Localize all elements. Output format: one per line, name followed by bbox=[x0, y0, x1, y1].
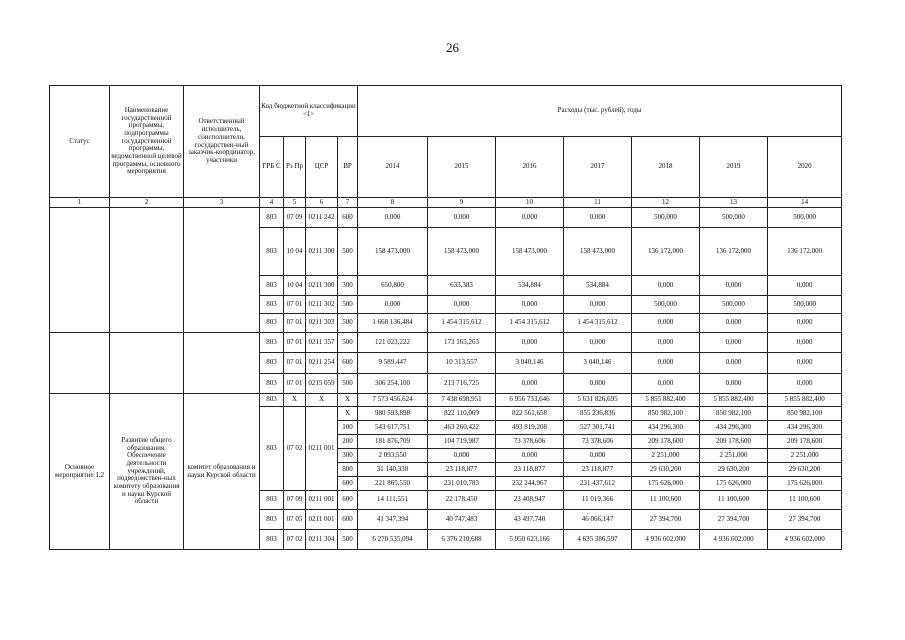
amount-cell: 136 172,000 bbox=[768, 228, 842, 276]
csr-cell: 0211 304 bbox=[306, 530, 338, 550]
amount-cell: 104 719,987 bbox=[428, 435, 496, 449]
amount-cell: 2 251,000 bbox=[768, 449, 842, 463]
amount-cell: 43 497,740 bbox=[496, 510, 564, 530]
amount-cell: 5 855 882,400 bbox=[632, 394, 700, 407]
amount-cell: 1 454 315,612 bbox=[496, 314, 564, 333]
grbs-cell: 803 bbox=[260, 491, 284, 510]
rzpr-cell: X bbox=[284, 394, 306, 407]
header-csr: ЦСР bbox=[306, 137, 338, 198]
amount-cell: 0,000 bbox=[768, 333, 842, 353]
amount-cell: 0,000 bbox=[358, 296, 428, 314]
vr-cell: 100 bbox=[338, 421, 358, 435]
grbs-cell: 803 bbox=[260, 314, 284, 333]
grbs-cell: 803 bbox=[260, 374, 284, 394]
amount-cell: 6 270 535,094 bbox=[358, 530, 428, 550]
amount-cell: 855 236,836 bbox=[564, 407, 632, 421]
amount-cell: 0,000 bbox=[768, 353, 842, 374]
amount-cell: 633,383 bbox=[428, 276, 496, 296]
header-year: 2016 bbox=[496, 137, 564, 198]
column-number: 13 bbox=[700, 198, 768, 208]
amount-cell: 7 573 456,624 bbox=[358, 394, 428, 407]
csr-cell: 0211 303 bbox=[306, 314, 338, 333]
csr-cell: 0215 059 bbox=[306, 374, 338, 394]
rzpr-cell: 07 01 bbox=[284, 374, 306, 394]
grbs-cell: 803 bbox=[260, 208, 284, 228]
amount-cell: 500,000 bbox=[700, 296, 768, 314]
grbs-cell: 803 bbox=[260, 228, 284, 276]
csr-cell: 0211 302 bbox=[306, 296, 338, 314]
amount-cell: 0,000 bbox=[632, 314, 700, 333]
amount-cell: 434 296,300 bbox=[768, 421, 842, 435]
amount-cell: 73 378,606 bbox=[564, 435, 632, 449]
amount-cell: 158 473,000 bbox=[428, 228, 496, 276]
amount-cell: 136 172,000 bbox=[700, 228, 768, 276]
header-year: 2017 bbox=[564, 137, 632, 198]
header-year: 2015 bbox=[428, 137, 496, 198]
csr-cell: 0211 300 bbox=[306, 228, 338, 276]
header-year: 2019 bbox=[700, 137, 768, 198]
amount-cell: 0,000 bbox=[564, 374, 632, 394]
grbs-cell: 803 bbox=[260, 333, 284, 353]
grbs-cell: 803 bbox=[260, 530, 284, 550]
csr-cell: 0211 001 bbox=[306, 491, 338, 510]
grbs-cell: 803 bbox=[260, 394, 284, 407]
amount-cell: 29 630,200 bbox=[700, 463, 768, 477]
amount-cell: 0,000 bbox=[496, 449, 564, 463]
csr-cell: 0211 254 bbox=[306, 353, 338, 374]
amount-cell: 173 165,263 bbox=[428, 333, 496, 353]
amount-cell: 221 865,550 bbox=[358, 477, 428, 491]
column-number: 6 bbox=[306, 198, 338, 208]
amount-cell: 3 040,146 bbox=[564, 353, 632, 374]
amount-cell: 4 936 602,000 bbox=[700, 530, 768, 550]
amount-cell: 0,000 bbox=[632, 374, 700, 394]
amount-cell: 7 438 698,951 bbox=[428, 394, 496, 407]
amount-cell: 0,000 bbox=[632, 353, 700, 374]
amount-cell: 5 855 882,400 bbox=[700, 394, 768, 407]
amount-cell: 181 876,709 bbox=[358, 435, 428, 449]
amount-cell: 306 254,100 bbox=[358, 374, 428, 394]
header-year: 2020 bbox=[768, 137, 842, 198]
amount-cell: 500,000 bbox=[632, 296, 700, 314]
amount-cell: 31 140,338 bbox=[358, 463, 428, 477]
csr-cell: 0211 001 bbox=[306, 407, 338, 491]
column-number: 3 bbox=[184, 198, 260, 208]
amount-cell: 463 260,422 bbox=[428, 421, 496, 435]
vr-cell: X bbox=[338, 394, 358, 407]
header-status: Статус bbox=[50, 86, 110, 198]
csr-cell: 0211 357 bbox=[306, 333, 338, 353]
column-number: 5 bbox=[284, 198, 306, 208]
vr-cell: 300 bbox=[338, 276, 358, 296]
amount-cell: 121 023,222 bbox=[358, 333, 428, 353]
page-number: 26 bbox=[446, 40, 459, 55]
table-row bbox=[50, 394, 842, 407]
header-name: Наименование государственной программы, подпрограммы государственной программы, ведомственной целевой программы, основного мероприятия bbox=[110, 86, 184, 198]
amount-cell: 29 630,200 bbox=[632, 463, 700, 477]
amount-cell: 232 244,967 bbox=[496, 477, 564, 491]
column-number: 10 bbox=[496, 198, 564, 208]
header-year: 2014 bbox=[358, 137, 428, 198]
amount-cell: 1 454 315,612 bbox=[428, 314, 496, 333]
grbs-cell: 803 bbox=[260, 353, 284, 374]
amount-cell: 23 118,877 bbox=[428, 463, 496, 477]
amount-cell: 980 593,898 bbox=[358, 407, 428, 421]
amount-cell: 1 454 315,612 bbox=[564, 314, 632, 333]
amount-cell: 0,000 bbox=[358, 208, 428, 228]
amount-cell: 500,000 bbox=[632, 208, 700, 228]
amount-cell: 527 301,741 bbox=[564, 421, 632, 435]
executor-cell bbox=[184, 208, 260, 333]
table-row bbox=[50, 208, 842, 228]
budget-table bbox=[49, 85, 842, 550]
vr-cell: 500 bbox=[338, 228, 358, 276]
amount-cell: 500,000 bbox=[700, 208, 768, 228]
column-number: 8 bbox=[358, 198, 428, 208]
amount-cell: 0,000 bbox=[496, 333, 564, 353]
rzpr-cell: 07 01 bbox=[284, 353, 306, 374]
amount-cell: 850 982,100 bbox=[768, 407, 842, 421]
amount-cell: 822 110,069 bbox=[428, 407, 496, 421]
amount-cell: 4 936 602,000 bbox=[632, 530, 700, 550]
amount-cell: 0,000 bbox=[496, 296, 564, 314]
amount-cell: 0,000 bbox=[564, 208, 632, 228]
column-number: 11 bbox=[564, 198, 632, 208]
amount-cell: 5 855 882,400 bbox=[768, 394, 842, 407]
amount-cell: 0,000 bbox=[564, 296, 632, 314]
amount-cell: 158 473,000 bbox=[564, 228, 632, 276]
amount-cell: 175 626,000 bbox=[632, 477, 700, 491]
amount-cell: 850 982,100 bbox=[632, 407, 700, 421]
amount-cell: 11 100,600 bbox=[700, 491, 768, 510]
amount-cell: 0,000 bbox=[632, 333, 700, 353]
vr-cell: 600 bbox=[338, 510, 358, 530]
column-number: 2 bbox=[110, 198, 184, 208]
amount-cell: 543 617,751 bbox=[358, 421, 428, 435]
vr-cell: 500 bbox=[338, 374, 358, 394]
rzpr-cell: 07 02 bbox=[284, 530, 306, 550]
amount-cell: 27 394,700 bbox=[768, 510, 842, 530]
column-number: 12 bbox=[632, 198, 700, 208]
vr-cell: 500 bbox=[338, 530, 358, 550]
amount-cell: 41 347,394 bbox=[358, 510, 428, 530]
amount-cell: 27 394,700 bbox=[700, 510, 768, 530]
header-expenses-group: Расходы (тыс. рублей), годы bbox=[358, 86, 842, 137]
grbs-cell: 803 bbox=[260, 276, 284, 296]
amount-cell: 534,884 bbox=[496, 276, 564, 296]
vr-cell: 800 bbox=[338, 463, 358, 477]
name-cell bbox=[110, 333, 184, 394]
name-cell: Развитие общего образования. Обеспечение деятельности учреждений, подведомствен-ных комитету образования и науки Курской области bbox=[110, 394, 184, 550]
amount-cell: 0,000 bbox=[564, 449, 632, 463]
amount-cell: 23 118,877 bbox=[564, 463, 632, 477]
amount-cell: 850 982,100 bbox=[700, 407, 768, 421]
csr-cell: 0211 242 bbox=[306, 208, 338, 228]
rzpr-cell: 07 01 bbox=[284, 314, 306, 333]
vr-cell: 500 bbox=[338, 314, 358, 333]
amount-cell: 23 408,947 bbox=[496, 491, 564, 510]
grbs-cell: 803 bbox=[260, 296, 284, 314]
amount-cell: 0,000 bbox=[564, 333, 632, 353]
amount-cell: 5 631 826,695 bbox=[564, 394, 632, 407]
vr-cell: 600 bbox=[338, 353, 358, 374]
grbs-cell: 803 bbox=[260, 407, 284, 491]
rzpr-cell: 07 09 bbox=[284, 491, 306, 510]
executor-cell bbox=[184, 333, 260, 394]
amount-cell: 231 010,783 bbox=[428, 477, 496, 491]
amount-cell: 500,000 bbox=[768, 296, 842, 314]
csr-cell: 0211 300 bbox=[306, 276, 338, 296]
amount-cell: 11 100,600 bbox=[768, 491, 842, 510]
vr-cell: 200 bbox=[338, 435, 358, 449]
header-code-group: Код бюджетной классификации <1> bbox=[260, 86, 358, 137]
column-number: 7 bbox=[338, 198, 358, 208]
amount-cell: 175 626,000 bbox=[768, 477, 842, 491]
amount-cell: 213 716,725 bbox=[428, 374, 496, 394]
amount-cell: 209 178,600 bbox=[768, 435, 842, 449]
rzpr-cell: 10 04 bbox=[284, 276, 306, 296]
amount-cell: 500,000 bbox=[768, 208, 842, 228]
amount-cell: 46 066,147 bbox=[564, 510, 632, 530]
column-number: 9 bbox=[428, 198, 496, 208]
rzpr-cell: 07 01 bbox=[284, 296, 306, 314]
amount-cell: 0,000 bbox=[428, 296, 496, 314]
amount-cell: 0,000 bbox=[700, 374, 768, 394]
rzpr-cell: 07 05 bbox=[284, 510, 306, 530]
vr-cell: 600 bbox=[338, 491, 358, 510]
status-cell bbox=[50, 208, 110, 333]
csr-cell: X bbox=[306, 394, 338, 407]
amount-cell: 2 251,000 bbox=[700, 449, 768, 463]
vr-cell: 600 bbox=[338, 208, 358, 228]
amount-cell: 231 437,612 bbox=[564, 477, 632, 491]
amount-cell: 10 313,557 bbox=[428, 353, 496, 374]
amount-cell: 0,000 bbox=[700, 353, 768, 374]
vr-cell: 500 bbox=[338, 296, 358, 314]
amount-cell: 5 950 623,166 bbox=[496, 530, 564, 550]
table-row bbox=[50, 333, 842, 353]
vr-cell: 300 bbox=[338, 449, 358, 463]
amount-cell: 158 473,000 bbox=[358, 228, 428, 276]
amount-cell: 6 376 210,688 bbox=[428, 530, 496, 550]
amount-cell: 0,000 bbox=[768, 276, 842, 296]
amount-cell: 493 819,208 bbox=[496, 421, 564, 435]
vr-cell: X bbox=[338, 407, 358, 421]
amount-cell: 136 172,000 bbox=[632, 228, 700, 276]
amount-cell: 650,800 bbox=[358, 276, 428, 296]
amount-cell: 6 956 733,646 bbox=[496, 394, 564, 407]
column-number: 4 bbox=[260, 198, 284, 208]
header-year: 2018 bbox=[632, 137, 700, 198]
amount-cell: 0,000 bbox=[496, 208, 564, 228]
column-number: 14 bbox=[768, 198, 842, 208]
amount-cell: 4 635 386,597 bbox=[564, 530, 632, 550]
amount-cell: 23 118,877 bbox=[496, 463, 564, 477]
amount-cell: 2 251,000 bbox=[632, 449, 700, 463]
amount-cell: 11 100,600 bbox=[632, 491, 700, 510]
amount-cell: 0,000 bbox=[700, 314, 768, 333]
vr-cell: 600 bbox=[338, 477, 358, 491]
amount-cell: 0,000 bbox=[428, 208, 496, 228]
header-grbs: ГРБ С bbox=[260, 137, 284, 198]
amount-cell: 9 589,447 bbox=[358, 353, 428, 374]
amount-cell: 0,000 bbox=[632, 276, 700, 296]
rzpr-cell: 07 02 bbox=[284, 407, 306, 491]
status-cell: Основное мероприятие 1.2 bbox=[50, 394, 110, 550]
executor-cell: комитет образования и науки Курской области bbox=[184, 394, 260, 550]
rzpr-cell: 10 04 bbox=[284, 228, 306, 276]
rzpr-cell: 07 01 bbox=[284, 333, 306, 353]
amount-cell: 434 296,300 bbox=[632, 421, 700, 435]
header-vr: ВР bbox=[338, 137, 358, 198]
column-number: 1 bbox=[50, 198, 110, 208]
vr-cell: 500 bbox=[338, 333, 358, 353]
header-rzpr: Рз Пр bbox=[284, 137, 306, 198]
amount-cell: 14 111,551 bbox=[358, 491, 428, 510]
amount-cell: 822 561,658 bbox=[496, 407, 564, 421]
status-cell bbox=[50, 333, 110, 394]
amount-cell: 22 178,450 bbox=[428, 491, 496, 510]
amount-cell: 2 093,550 bbox=[358, 449, 428, 463]
amount-cell: 0,000 bbox=[700, 333, 768, 353]
csr-cell: 0211 001 bbox=[306, 510, 338, 530]
rzpr-cell: 07 09 bbox=[284, 208, 306, 228]
name-cell bbox=[110, 208, 184, 333]
amount-cell: 534,884 bbox=[564, 276, 632, 296]
amount-cell: 27 394,700 bbox=[632, 510, 700, 530]
amount-cell: 40 747,483 bbox=[428, 510, 496, 530]
amount-cell: 0,000 bbox=[700, 276, 768, 296]
amount-cell: 209 178,600 bbox=[632, 435, 700, 449]
amount-cell: 158 473,000 bbox=[496, 228, 564, 276]
header-executor: Ответственный исполнитель, соисполнители, государствен-ный заказчик-координатор, участники bbox=[184, 86, 260, 198]
amount-cell: 1 668 136,484 bbox=[358, 314, 428, 333]
amount-cell: 11 019,366 bbox=[564, 491, 632, 510]
amount-cell: 3 040,146 bbox=[496, 353, 564, 374]
amount-cell: 434 296,300 bbox=[700, 421, 768, 435]
amount-cell: 0,000 bbox=[768, 374, 842, 394]
amount-cell: 0,000 bbox=[428, 449, 496, 463]
amount-cell: 209 178,600 bbox=[700, 435, 768, 449]
amount-cell: 29 630,200 bbox=[768, 463, 842, 477]
amount-cell: 0,000 bbox=[768, 314, 842, 333]
grbs-cell: 803 bbox=[260, 510, 284, 530]
amount-cell: 4 936 602,000 bbox=[768, 530, 842, 550]
amount-cell: 73 378,606 bbox=[496, 435, 564, 449]
amount-cell: 0,000 bbox=[496, 374, 564, 394]
amount-cell: 175 626,000 bbox=[700, 477, 768, 491]
